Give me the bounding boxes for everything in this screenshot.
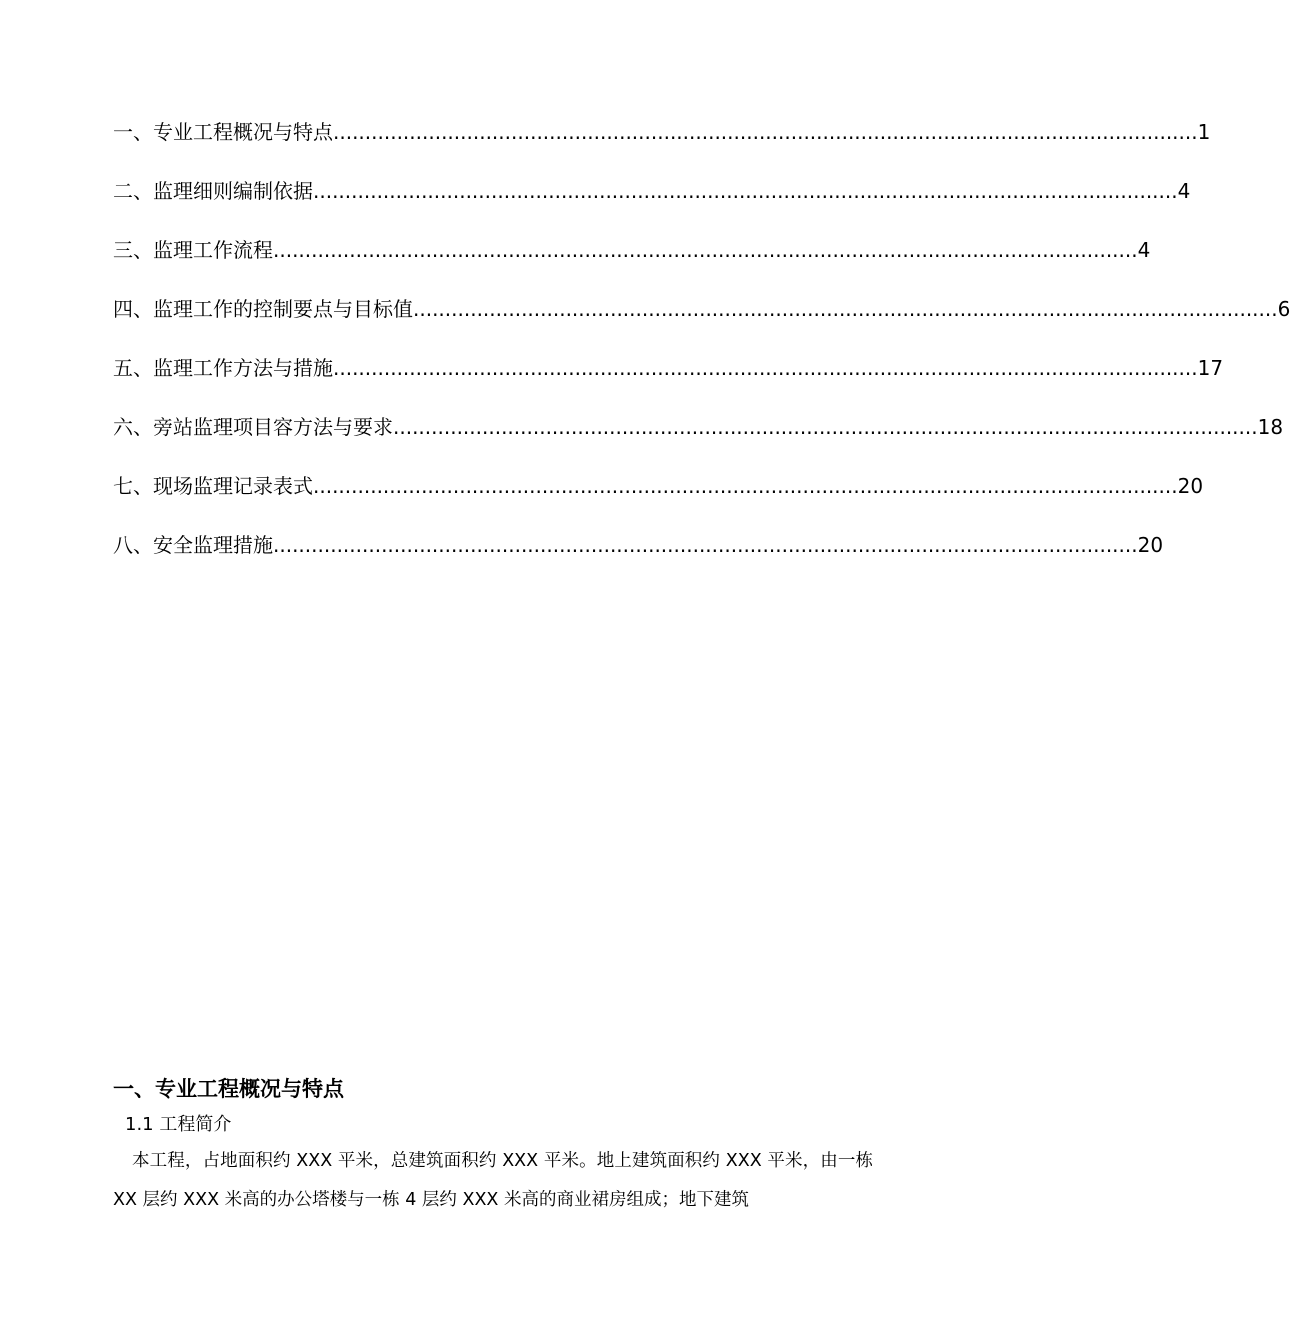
toc-entry-title: 二、监理细则编制依据 — [113, 179, 313, 203]
toc-dot-leader: ........................................................................................................................................ — [413, 297, 1278, 321]
toc-entry-title: 七、现场监理记录表式 — [113, 474, 313, 498]
toc-dot-leader: ........................................................................................................................................ — [273, 238, 1138, 262]
toc-entry[interactable] — [113, 354, 1224, 413]
toc-dot-leader: ........................................................................................................................................ — [393, 415, 1258, 439]
toc-entry-page: 6 — [1277, 297, 1290, 321]
toc-entry-page: 4 — [1137, 238, 1151, 262]
toc-entry-page: 20 — [1137, 533, 1164, 557]
toc-dot-leader: ........................................................................................................................................ — [313, 474, 1178, 498]
toc-entry-title: 三、监理工作流程 — [113, 238, 273, 262]
toc-entry-page: 20 — [1177, 474, 1204, 498]
section-heading: 一、专业工程概况与特点 — [113, 1077, 344, 1101]
toc-entry[interactable] — [113, 118, 1211, 177]
toc-dot-leader: ........................................................................................................................................ — [313, 179, 1178, 203]
toc-entry[interactable] — [113, 531, 1164, 590]
toc-entry[interactable] — [113, 472, 1204, 531]
toc-entry-page: 17 — [1197, 356, 1224, 380]
toc-entry-title: 六、旁站监理项目容方法与要求 — [113, 415, 393, 439]
toc-entry-page: 1 — [1197, 120, 1211, 144]
section-project-overview — [113, 1074, 873, 1220]
toc-dot-leader: ........................................................................................................................................ — [273, 533, 1138, 557]
body-paragraph: 本工程，占地面积约 XXX 平米，总建筑面积约 XXX 平米。地上建筑面积约 XXX 平米，由一栋 XX 层约 XXX 米高的办公塔楼与一栋 4 层约 XXX 米高的商业裙房组成；地下建筑 — [113, 1151, 873, 1210]
toc-entry-title: 一、专业工程概况与特点 — [113, 120, 333, 144]
toc-entry-title: 八、安全监理措施 — [113, 533, 273, 557]
toc-entry-title: 四、监理工作的控制要点与目标值 — [113, 297, 413, 321]
toc-dot-leader: ........................................................................................................................................ — [333, 120, 1198, 144]
toc-entry[interactable] — [113, 295, 1290, 354]
toc-dot-leader: ........................................................................................................................................ — [333, 356, 1198, 380]
table-of-contents — [113, 118, 1290, 590]
subsection-heading: 1.1 工程简介 — [125, 1114, 232, 1135]
toc-entry[interactable] — [113, 177, 1191, 236]
toc-entry[interactable] — [113, 413, 1284, 472]
toc-entry-page: 4 — [1177, 179, 1191, 203]
toc-entry-page: 18 — [1257, 415, 1284, 439]
toc-entry[interactable] — [113, 236, 1151, 295]
toc-entry-title: 五、监理工作方法与措施 — [113, 356, 333, 380]
